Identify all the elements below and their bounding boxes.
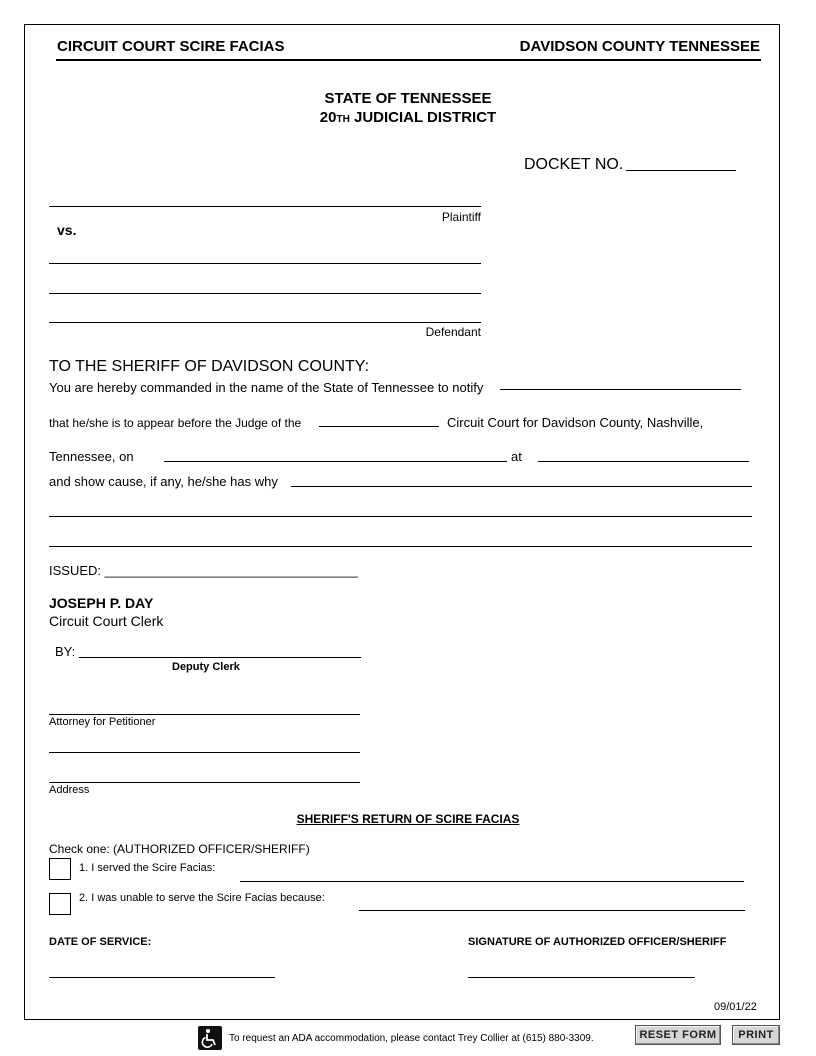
- address-field-2[interactable]: [49, 782, 360, 783]
- date-of-service-field[interactable]: [49, 977, 275, 978]
- header-left-title: CIRCUIT COURT SCIRE FACIAS: [57, 38, 285, 55]
- served-checkbox[interactable]: [49, 858, 71, 880]
- form-revision-date: 09/01/22: [714, 1001, 757, 1013]
- issued-row: [49, 563, 358, 578]
- appearance-date-field[interactable]: [164, 461, 507, 462]
- court-text: Circuit Court for Davidson County, Nashville,: [447, 415, 704, 430]
- defendant-field-2[interactable]: [49, 293, 481, 294]
- clerk-name: JOSEPH P. DAY: [49, 595, 154, 611]
- notify-name-field[interactable]: [500, 389, 741, 390]
- unable-option-label: 2. I was unable to serve the Scire Facias because:: [79, 892, 325, 904]
- unable-to-serve-checkbox[interactable]: [49, 893, 71, 915]
- district-title: [0, 109, 816, 126]
- served-option-label: 1. I served the Scire Facias:: [79, 862, 216, 874]
- check-one-label: Check one: (AUTHORIZED OFFICER/SHERIFF): [49, 842, 310, 856]
- at-text: at: [511, 449, 522, 464]
- sheriff-return-title: SHERIFF'S RETURN OF SCIRE FACIAS: [296, 812, 520, 826]
- commanded-text: You are hereby commanded in the name of the State of Tennessee to notify: [49, 380, 484, 395]
- district-text: JUDICIAL DISTRICT: [349, 109, 497, 126]
- state-title: STATE OF TENNESSEE: [324, 90, 492, 107]
- defendant-field-1[interactable]: [49, 263, 481, 264]
- officer-signature-field[interactable]: [468, 977, 695, 978]
- print-button[interactable]: PRINT: [732, 1025, 780, 1045]
- district-number: 20: [319, 109, 337, 126]
- plaintiff-label: Plaintiff: [441, 210, 481, 224]
- defendant-label: Defendant: [425, 325, 481, 339]
- vs-label: vs.: [57, 222, 77, 238]
- district-suffix: TH: [336, 114, 350, 125]
- judge-part-field[interactable]: [319, 426, 439, 427]
- appear-text: that he/she is to appear before the Judge of the: [49, 416, 302, 430]
- issued-label: ISSUED:: [49, 563, 102, 578]
- appearance-time-field[interactable]: [538, 461, 749, 462]
- reset-form-button[interactable]: RESET FORM: [635, 1025, 721, 1045]
- served-details-field[interactable]: [240, 881, 744, 882]
- header-right-title: DAVIDSON COUNTY TENNESSEE: [519, 38, 760, 55]
- address-label: Address: [49, 784, 90, 796]
- address-field-1[interactable]: [49, 752, 360, 753]
- attorney-label: Attorney for Petitioner: [49, 716, 156, 728]
- header-rule: [56, 59, 761, 61]
- show-cause-field-1[interactable]: [291, 486, 752, 487]
- defendant-field-3[interactable]: [49, 322, 481, 323]
- docket-label: DOCKET NO.: [524, 156, 624, 173]
- attorney-field[interactable]: [49, 714, 360, 715]
- show-cause-field-3[interactable]: [49, 546, 752, 547]
- tennessee-on-text: Tennessee, on: [49, 449, 134, 464]
- by-label: BY:: [55, 644, 76, 659]
- ada-accommodation-text: To request an ADA accommodation, please contact Trey Collier at (615) 880-3309.: [229, 1033, 594, 1044]
- deputy-clerk-label: Deputy Clerk: [172, 661, 240, 673]
- deputy-clerk-signature-field[interactable]: [79, 657, 361, 658]
- to-sheriff-heading: TO THE SHERIFF OF DAVIDSON COUNTY:: [49, 358, 370, 375]
- clerk-title: Circuit Court Clerk: [49, 613, 164, 629]
- plaintiff-field[interactable]: [49, 206, 481, 207]
- issued-date-field[interactable]: ___________________________________: [104, 563, 358, 578]
- show-cause-text: and show cause, if any, he/she has why: [49, 474, 278, 489]
- docket-number-field[interactable]: [626, 170, 736, 171]
- show-cause-field-2[interactable]: [49, 516, 752, 517]
- officer-signature-label: SIGNATURE OF AUTHORIZED OFFICER/SHERIFF: [468, 936, 727, 948]
- date-of-service-label: DATE OF SERVICE:: [49, 936, 152, 948]
- wheelchair-accessibility-icon: [198, 1026, 222, 1050]
- unable-reason-field[interactable]: [359, 910, 745, 911]
